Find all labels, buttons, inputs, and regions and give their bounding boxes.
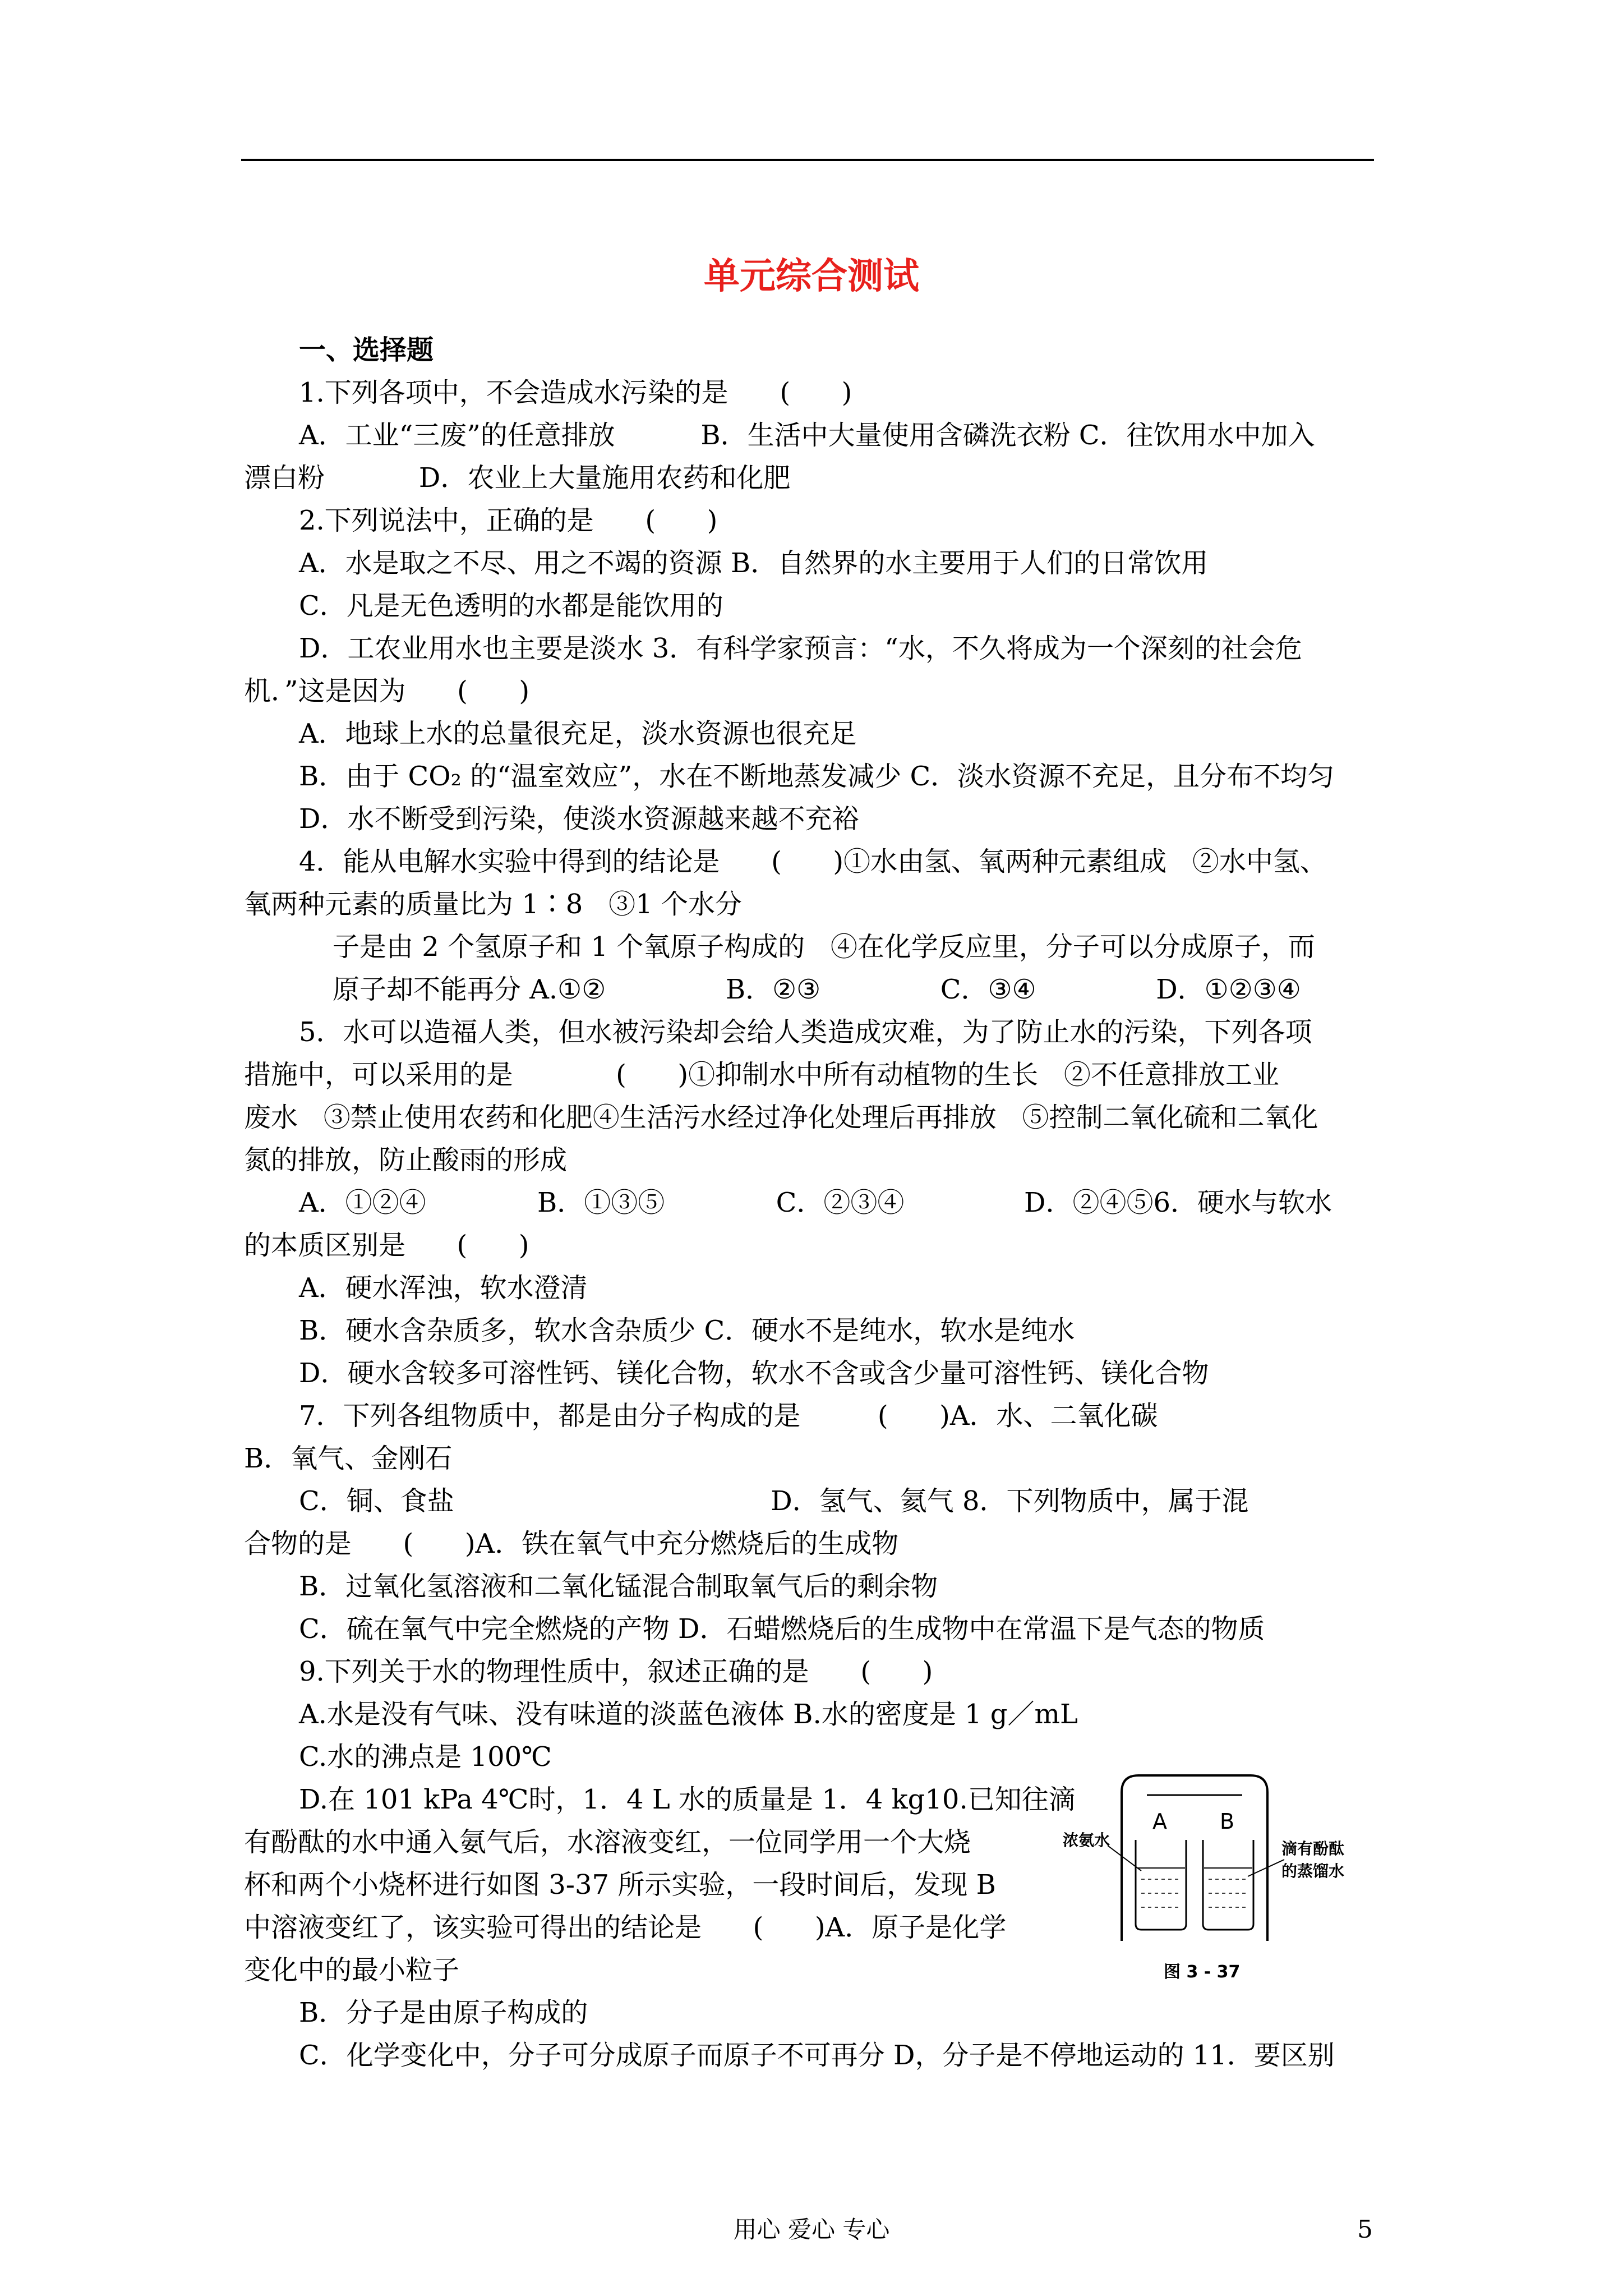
text-line: B．由于 CO₂ 的“温室效应”，水在不断地蒸发减少 C．淡水资源不充足，且分布不均匀 xyxy=(299,761,1335,792)
text-line: 中溶液变红了，该实验可得出的结论是 ( )A．原子是化学 xyxy=(244,1912,1007,1943)
text-line: D．工农业用水也主要是淡水 3．有科学家预言：“水，不久将成为一个深刻的社会危 xyxy=(299,633,1302,664)
text-line: 4．能从电解水实验中得到的结论是 ( )①水由氢、氧两种元素组成 ②水中氢、 xyxy=(299,846,1327,877)
text-line: 的本质区别是 ( ) xyxy=(244,1230,529,1261)
text-line: C.水的沸点是 100℃ xyxy=(299,1741,552,1773)
figure-3-37 xyxy=(1063,1761,1377,1986)
text-line: 1.下列各项中，不会造成水污染的是 ( ) xyxy=(299,377,852,408)
text-line: 措施中，可以采用的是 ( )①抑制水中所有动植物的生长 ②不任意排放工业 xyxy=(244,1059,1279,1091)
figure-caption: 图 3 - 37 xyxy=(1164,1962,1241,1982)
figure-right-label-1: 滴有酚酞 xyxy=(1281,1839,1345,1858)
figure-right-label-2: 的蒸馏水 xyxy=(1281,1862,1345,1880)
text-line: A．工业“三废”的任意排放 B．生活中大量使用含磷洗衣粉 C．往饮用水中加入 xyxy=(299,420,1315,451)
text-line: B．氧气、金刚石 xyxy=(244,1443,453,1474)
text-line: A．硬水浑浊，软水澄清 xyxy=(299,1272,588,1304)
text-line: 一、选择题 xyxy=(299,334,434,366)
text-line: B．分子是由原子构成的 xyxy=(299,1997,588,2028)
text-line: 5．水可以造福人类，但水被污染却会给人类造成灾难，为了防止水的污染，下列各项 xyxy=(299,1016,1312,1048)
text-line: C．硫在氧气中完全燃烧的产物 D．石蜡燃烧后的生成物中在常温下是气态的物质 xyxy=(299,1613,1265,1645)
text-line: C．化学变化中，分子可分成原子而原子不可再分 D，分子是不停地运动的 11．要区别 xyxy=(299,2040,1335,2071)
text-line: A．地球上水的总量很充足，淡水资源也很充足 xyxy=(299,718,857,749)
text-line: 合物的是 ( )A．铁在氧气中充分燃烧后的生成物 xyxy=(244,1528,899,1559)
text-line: 子是由 2 个氢原子和 1 个氧原子构成的 ④在化学反应里，分子可以分成原子，而 xyxy=(333,931,1315,963)
text-line: A.水是没有气味、没有味道的淡蓝色液体 B.水的密度是 1 g／mL xyxy=(299,1699,1078,1730)
text-line: A．①②④ B．①③⑤ C．②③④ D．②④⑤6．硬水与软水 xyxy=(299,1187,1332,1218)
text-line: 漂白粉 D．农业上大量施用农药和化肥 xyxy=(244,462,791,494)
text-line: 9.下列关于水的物理性质中，叙述正确的是 ( ) xyxy=(299,1656,933,1687)
text-line: D．硬水含较多可溶性钙、镁化合物，软水不含或含少量可溶性钙、镁化合物 xyxy=(299,1358,1209,1389)
text-line: 氮的排放，防止酸雨的形成 xyxy=(244,1144,568,1176)
text-line: 变化中的最小粒子 xyxy=(244,1954,460,1986)
text-line: 废水 ③禁止使用农药和化肥④生活污水经过净化处理后再排放 ⑤控制二氧化硫和二氧化 xyxy=(244,1102,1318,1133)
page-number: 5 xyxy=(1357,2215,1373,2244)
text-line: 杯和两个小烧杯进行如图 3-37 所示实验，一段时间后，发现 B xyxy=(244,1869,996,1901)
text-line: 氧两种元素的质量比为 1∶8 ③1 个水分 xyxy=(244,889,742,920)
text-line: B．过氧化氢溶液和二氧化锰混合制取氧气后的剩余物 xyxy=(299,1571,938,1602)
page-title: 单元综合测试 xyxy=(704,256,919,297)
figure-label-b: B xyxy=(1220,1809,1235,1834)
text-line: 7．下列各组物质中，都是由分子构成的是 ( )A．水、二氧化碳 xyxy=(299,1400,1158,1432)
text-line: 原子却不能再分 A.①② B．②③ C．③④ D．①②③④ xyxy=(333,974,1301,1005)
text-line: 机．”这是因为 ( ) xyxy=(244,675,530,707)
page-footer: 用心 爱心 专心 xyxy=(733,2216,890,2243)
text-line: 2.下列说法中，正确的是 ( ) xyxy=(299,505,718,536)
text-line: D．水不断受到污染，使淡水资源越来越不充裕 xyxy=(299,803,859,835)
text-line: C．铜、食盐 D．氢气、氦气 8．下列物质中，属于混 xyxy=(299,1485,1249,1517)
text-line: D.在 101 kPa 4℃时，1．4 L 水的质量是 1．4 kg10.已知往滴 xyxy=(299,1784,1076,1815)
text-line: 有酚酞的水中通入氨气后，水溶液变红，一位同学用一个大烧 xyxy=(244,1826,971,1858)
text-line: B．硬水含杂质多，软水含杂质少 C．硬水不是纯水，软水是纯水 xyxy=(299,1315,1075,1346)
text-line: A．水是取之不尽、用之不竭的资源 B．自然界的水主要用于人们的日常饮用 xyxy=(299,547,1209,579)
figure-left-label: 浓氨水 xyxy=(1063,1831,1110,1849)
header-rule xyxy=(241,159,1374,161)
figure-label-a: A xyxy=(1152,1809,1167,1834)
text-line: C．凡是无色透明的水都是能饮用的 xyxy=(299,590,723,622)
